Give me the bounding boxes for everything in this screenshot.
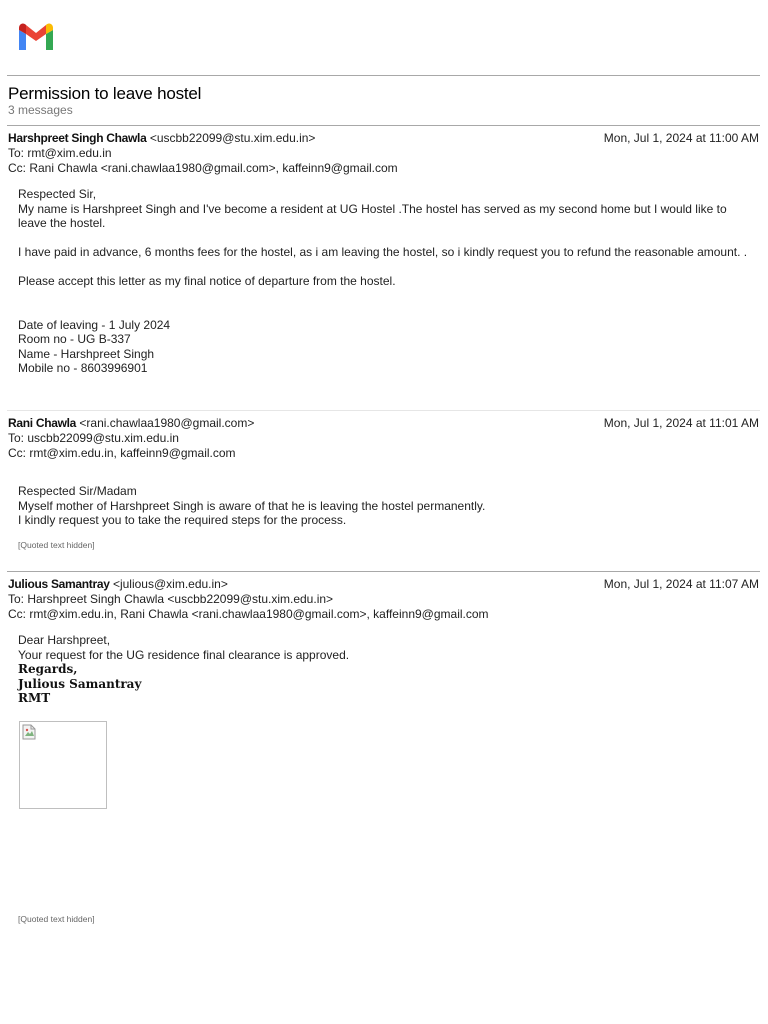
signature-line: Julious Samantray: [18, 676, 142, 691]
body-line: I have paid in advance, 6 months fees for the hostel, as i am leaving the hostel, so i kindly request you to refund the reasonable amount. .: [18, 245, 748, 259]
body-line: Please accept this letter as my final notice of departure from the hostel.: [18, 274, 396, 288]
recipients-to: To: rmt@xim.edu.in: [8, 146, 112, 160]
header-divider: [7, 75, 760, 76]
sender-email[interactable]: <uscbb22099@stu.xim.edu.in>: [149, 131, 316, 145]
message-header: [8, 577, 228, 591]
sender-email[interactable]: <rani.chawlaa1980@gmail.com>: [79, 416, 255, 430]
signature-line: Regards,: [18, 662, 78, 676]
quoted-text-hidden[interactable]: [Quoted text hidden]: [18, 914, 95, 924]
message-header: [8, 416, 254, 430]
recipients-to: To: uscbb22099@stu.xim.edu.in: [8, 431, 179, 445]
body-line: Name - Harshpreet Singh: [18, 346, 155, 361]
message-date: Mon, Jul 1, 2024 at 11:07 AM: [603, 577, 759, 591]
message-body: [18, 187, 748, 376]
sender-name: Harshpreet Singh Chawla: [8, 131, 147, 145]
recipients-cc: Cc: Rani Chawla <rani.chawlaa1980@gmail.com>, kaffeinn9@gmail.com: [8, 161, 398, 175]
body-line: Room no - UG B-337: [18, 332, 131, 346]
body-line: Date of leaving - 1 July 2024: [18, 317, 171, 332]
message-header: [8, 131, 315, 145]
broken-image-icon: [22, 724, 36, 740]
recipients-to: To: Harshpreet Singh Chawla <uscbb22099@stu.xim.edu.in>: [8, 592, 334, 606]
message-divider: [7, 571, 760, 572]
body-line: I kindly request you to take the required steps for the process.: [18, 513, 347, 527]
gmail-logo-icon: [16, 22, 56, 52]
thread-subject: Permission to leave hostel: [8, 84, 202, 103]
subject-divider: [7, 125, 760, 126]
sender-name: Julious Samantray: [8, 577, 110, 591]
recipients-cc: Cc: rmt@xim.edu.in, Rani Chawla <rani.chawlaa1980@gmail.com>, kaffeinn9@gmail.com: [8, 607, 489, 621]
body-line: Mobile no - 8603996901: [18, 361, 148, 375]
recipients-cc: Cc: rmt@xim.edu.in, kaffeinn9@gmail.com: [8, 446, 236, 460]
body-line: Myself mother of Harshpreet Singh is aware of that he is leaving the hostel permanently.: [18, 498, 486, 513]
signature-line: RMT: [18, 691, 51, 705]
sender-name: Rani Chawla: [8, 416, 77, 430]
message-body: [18, 633, 748, 706]
message-body: [18, 484, 748, 528]
message-date: Mon, Jul 1, 2024 at 11:00 AM: [603, 131, 759, 145]
body-line: Dear Harshpreet,: [18, 633, 111, 647]
body-line: My name is Harshpreet Singh and I've become a resident at UG Hostel .The hostel has served as my second home but I would like to leave the hostel.: [18, 201, 727, 230]
body-line: Respected Sir/Madam: [18, 484, 137, 498]
message-date: Mon, Jul 1, 2024 at 11:01 AM: [603, 416, 759, 430]
body-line: Respected Sir,: [18, 187, 97, 201]
quoted-text-hidden[interactable]: [Quoted text hidden]: [18, 540, 95, 550]
signature-image: [19, 721, 107, 809]
message-count: 3 messages: [8, 103, 73, 117]
sender-email[interactable]: <julious@xim.edu.in>: [112, 577, 228, 591]
message-divider: [7, 410, 760, 411]
body-line: Your request for the UG residence final clearance is approved.: [18, 647, 350, 662]
